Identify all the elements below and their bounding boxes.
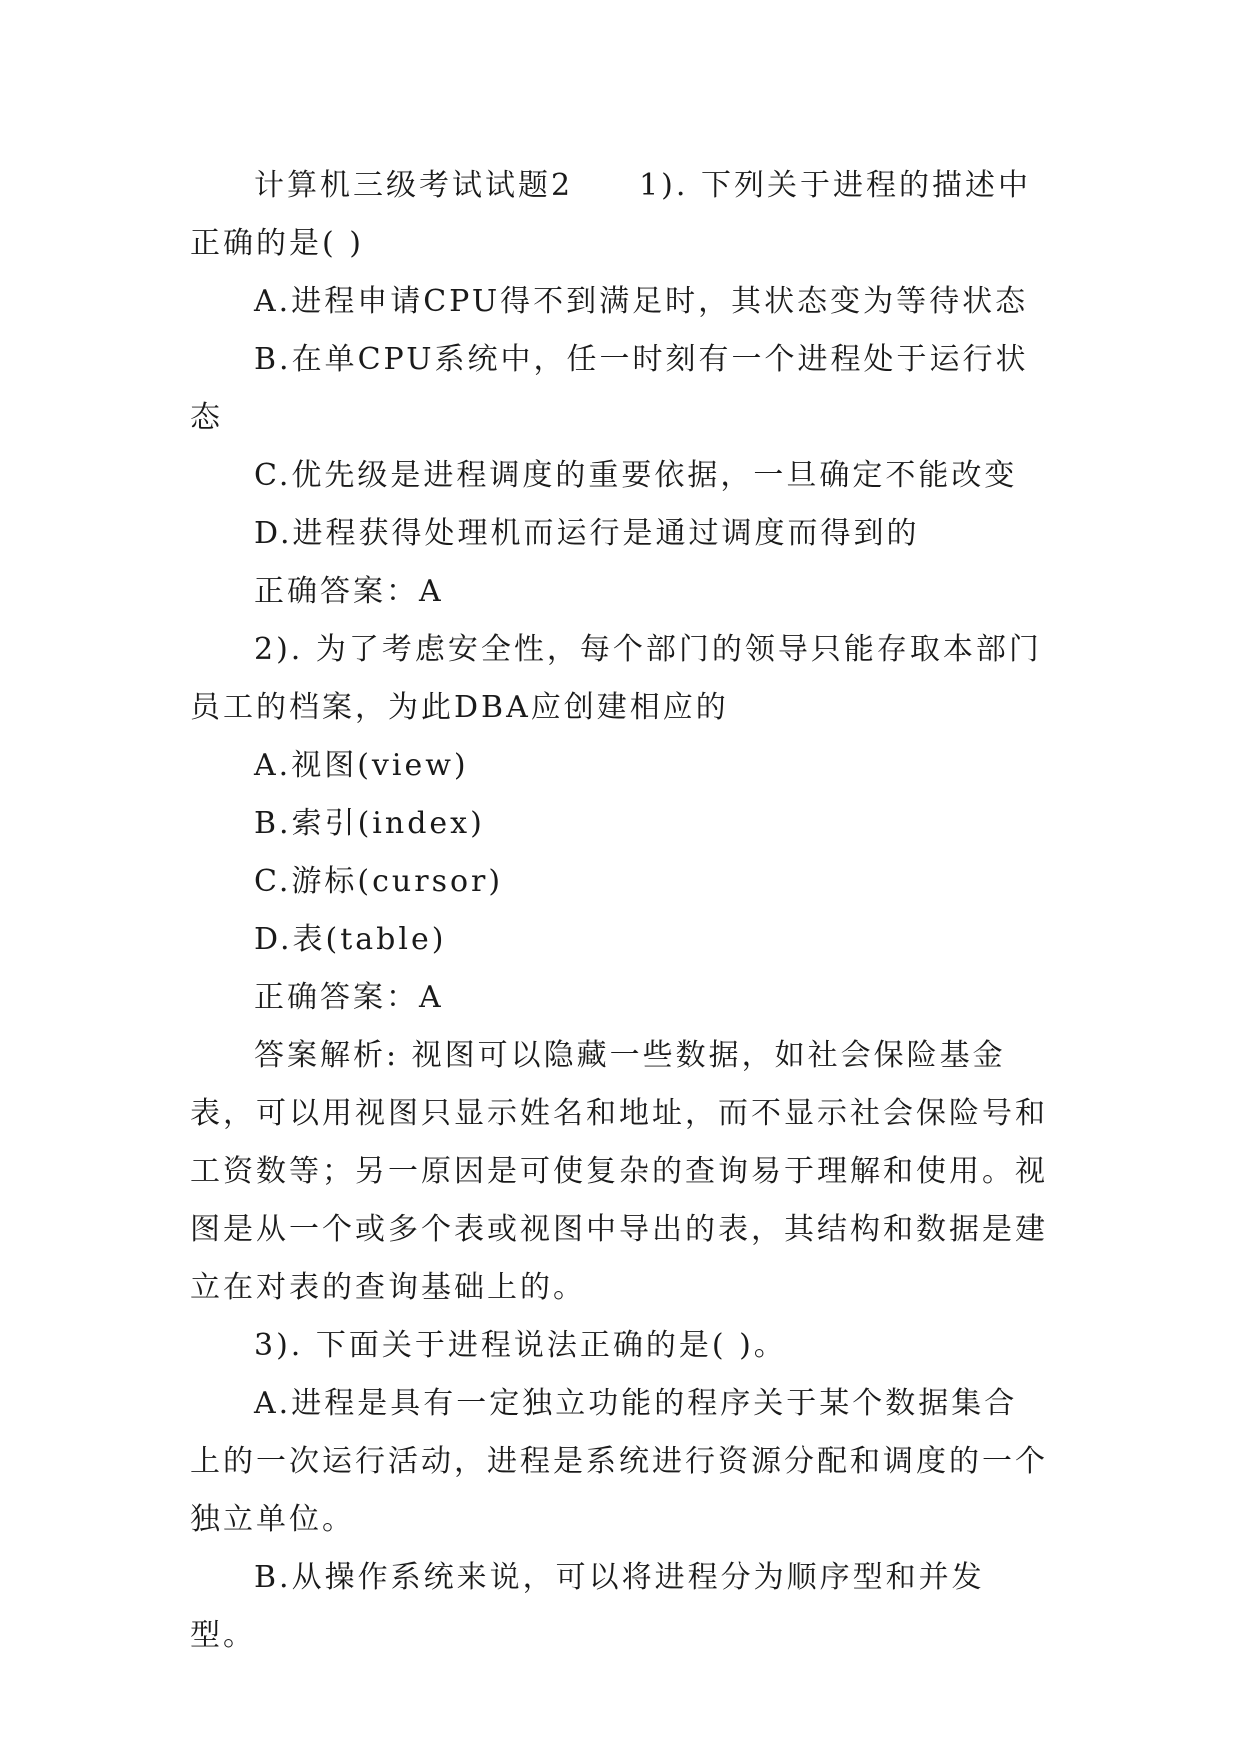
q2-answer: 正确答案：A [254, 980, 444, 1015]
q1-option-b: B.在单CPU系统中，任一时刻有一个进程处于运行状态 [190, 342, 1029, 435]
document-page [190, 157, 1050, 1665]
q2-option-a: A.视图(view) [254, 748, 469, 783]
q1-option-a: A.进程申请CPU得不到满足时，其状态变为等待状态 [254, 284, 1029, 319]
q1-answer: 正确答案：A [254, 574, 444, 609]
q2-option-b: B.索引(index) [254, 806, 485, 841]
q2-explanation: 答案解析: 视图可以隐藏一些数据，如社会保险基金表，可以用视图只显示姓名和地址，而不显示社会保险号和工资数等；另一原因是可使复杂的查询易于理解和使用。视图是从一个或多个表或视图中导出的表，其结构和数据是建立在对表的查询基础上的。 [190, 1038, 1048, 1305]
q3-option-b: B.从操作系统来说，可以将进程分为顺序型和并发型。 [190, 1560, 985, 1653]
question-3: 3). 下面关于进程说法正确的是( )。 [254, 1328, 787, 1363]
q2-option-c: C.游标(cursor) [254, 864, 504, 899]
paragraph-title-question-1: 计算机三级考试试题2 1). 下列关于进程的描述中正确的是( ) [190, 168, 1031, 261]
question-2: 2). 为了考虑安全性，每个部门的领导只能存取本部门员工的档案，为此DBA应创建相应的 [190, 632, 1042, 725]
q2-option-d: D.表(table) [254, 922, 447, 957]
q3-option-a: A.进程是具有一定独立功能的程序关于某个数据集合上的一次运行活动，进程是系统进行资源分配和调度的一个独立单位。 [190, 1386, 1048, 1537]
q1-option-c: C.优先级是进程调度的重要依据，一旦确定不能改变 [254, 458, 1018, 493]
q1-option-d: D.进程获得处理机而运行是通过调度而得到的 [254, 516, 920, 551]
